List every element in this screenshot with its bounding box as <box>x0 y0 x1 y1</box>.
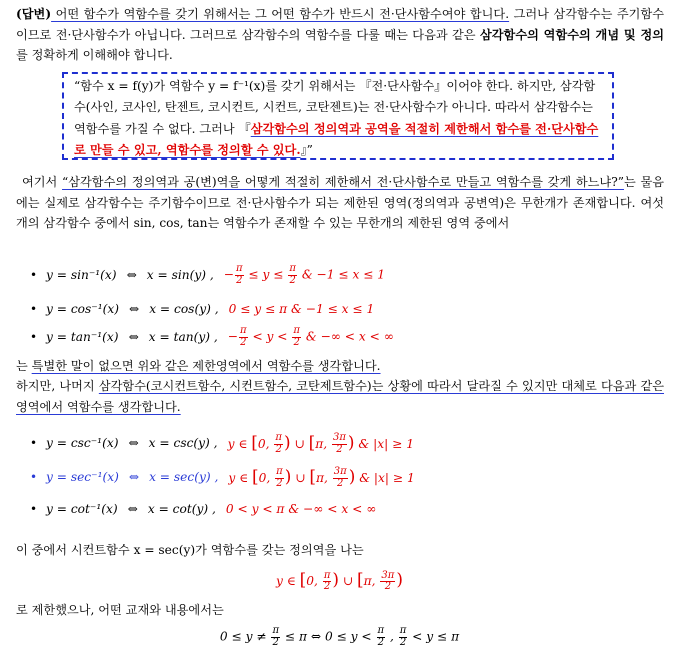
inverse-cosine-rhs: x = cos(y) , <box>149 301 219 316</box>
inverse-tangent-rhs: x = tan(y) , <box>148 329 218 344</box>
bullet-dot: • <box>30 301 38 316</box>
secant-domain-paragraph <box>16 540 664 561</box>
other-underlined: 삼각함수(코시컨트함수, 시컨트함수, 코탄제트함수)는 상황에 따라서 달라질 수 있지만 대체로 다음과 같은 영역에서 역함수를 생각합니다. <box>16 379 664 414</box>
intro-bold-text: 삼각함수의 역함수의 개념 및 정의 <box>480 27 664 42</box>
bullet-dot: • <box>30 329 38 344</box>
inverse-secant-lhs: y = sec⁻¹(x) <box>46 469 119 484</box>
quote-text: “함수 x = f(y)가 역함수 y = f⁻¹(x)를 갖기 위해서는 『전·단사함수』이어야 한다. 하지만, 삼각함수(사인, 코사인, 탄젠트, 코시컨트, 시컨트, 코탄젠트)는 전·단사함수가 아니다. 따라서 삼각함수는 역함수를 가질 수 없다. 그러나 『 <box>74 79 596 136</box>
bullet-dot: • <box>30 501 38 516</box>
inverse-sine-domain: − $\frac{\pi}{2}$ ≤ y ≤ $\frac{\pi}{2}$ & −1 ≤ x ≤ 1 <box>223 263 386 286</box>
inverse-cosecant-rhs: x = csc(y) , <box>148 435 218 450</box>
inverse-cotangent-domain: 0 < y < π & −∞ < x < ∞ <box>225 501 377 516</box>
question-underlined: “삼각함수의 정의역과 공(변)역을 어떻게 적절히 제한해서 전·단사함수로 만들고 역함수를 갖게 하느냐?” <box>62 175 624 189</box>
intro-text-underlined: 어떤 함수가 역함수를 갖기 위해서는 그 어떤 함수가 반드시 전·단사함수여야 합니다. <box>51 7 510 21</box>
answer-label: (답변) <box>16 7 52 21</box>
question-paragraph <box>16 172 664 234</box>
intro-paragraph <box>16 4 664 66</box>
inverse-sine-item <box>30 264 385 286</box>
inverse-cosine-item <box>30 298 374 320</box>
inverse-sine-lhs: y = sin⁻¹(x) <box>46 267 117 282</box>
inverse-cosine-lhs: y = cos⁻¹(x) <box>46 301 119 316</box>
iff-symbol: ⇔ <box>128 469 140 484</box>
inverse-cotangent-item <box>30 498 376 520</box>
inverse-tangent-domain: − $\frac{\pi}{2}$ < y < $\frac{\pi}{2}$ & −∞ < x < ∞ <box>227 325 394 348</box>
inverse-cosecant-domain: y ∈ [0, $\frac{\pi}{2}$ ) ∪ [π, $\frac{3\pi}{2}$ ) & |x| ≥ 1 <box>227 432 414 455</box>
other-lead: 하지만, 나머지 <box>16 379 99 393</box>
inverse-cosecant-item <box>30 432 414 454</box>
quote-highlight: 삼각함수의 정의역과 공역을 적절히 제한해서 함수를 전·단사함수로 만들 수 있고, 역함수를 정의할 수 있다. <box>74 121 599 158</box>
inverse-cotangent-rhs: x = cot(y) , <box>147 501 216 516</box>
other-functions-paragraph <box>16 376 664 417</box>
inverse-secant-domain: y ∈ [0, $\frac{\pi}{2}$ ) ∪ [π, $\frac{3\pi}{2}$ ) & |x| ≥ 1 <box>228 466 415 489</box>
inverse-secant-item <box>30 466 415 488</box>
alternative-domain-equation: 0 ≤ y ≠ $\frac{\pi}{2}$ ≤ π ⇔ 0 ≤ y < $\frac{\pi}{2}$ , $\frac{\pi}{2}$ < y ≤ π <box>219 625 460 648</box>
iff-symbol: ⇔ <box>128 329 139 344</box>
alternative-text: 로 제한했으나, 어떤 교재와 내용에서는 <box>16 603 224 617</box>
quote-text-end: 』” <box>300 143 313 158</box>
alternative-domain-paragraph <box>16 600 664 621</box>
secant-domain-equation: y ∈ [0, $\frac{\pi}{2}$ ) ∪ [π, $\frac{3\pi}{2}$ ) <box>276 569 403 592</box>
bullet-dot: • <box>30 469 38 484</box>
intro-text: 그러나 삼각함수는 주기함수이므로 전·단사함수가 아닙니다. 그러므로 삼각함수의 역함수를 다룰 때는 다음과 같은 <box>16 7 664 42</box>
inverse-cosine-domain: 0 ≤ y ≤ π & −1 ≤ x ≤ 1 <box>228 301 375 316</box>
secant-text: 이 중에서 시컨트함수 x = sec(y)가 역함수를 갖는 정의역을 나는 <box>16 543 364 557</box>
inverse-sine-rhs: x = sin(y) , <box>146 267 214 282</box>
definition-quote-box <box>62 72 614 160</box>
iff-symbol: ⇔ <box>128 301 140 316</box>
inverse-cotangent-lhs: y = cot⁻¹(x) <box>46 501 118 516</box>
inverse-tangent-item <box>30 326 394 348</box>
default-domain-note <box>16 356 664 377</box>
inverse-cosecant-lhs: y = csc⁻¹(x) <box>46 435 119 450</box>
note-underlined: 특별한 말이 없으면 위와 같은 제한영역에서 역함수를 생각합니다. <box>31 359 381 373</box>
inverse-secant-rhs: x = sec(y) , <box>149 469 219 484</box>
bullet-dot: • <box>30 435 38 450</box>
note-lead: 는 <box>16 359 32 373</box>
intro-text-end: 를 정확하게 이해해야 합니다. <box>16 48 173 63</box>
inverse-tangent-lhs: y = tan⁻¹(x) <box>46 329 119 344</box>
question-text: 는 물음에는 실제로 삼각함수는 주기함수이므로 전·단사함수가 되는 제한된 영역(정의역과 공변역)은 무한개가 존재합니다. 여섯 개의 삼각함수 중에서 sin, cos, tan는 역함수가 존재할 수 있는 무한개의 제한된 영역 중에서 <box>16 175 664 231</box>
iff-symbol: ⇔ <box>127 501 138 516</box>
iff-symbol: ⇔ <box>128 435 139 450</box>
bullet-dot: • <box>30 267 38 282</box>
iff-symbol: ⇔ <box>126 267 137 282</box>
question-lead: 여기서 <box>22 175 63 189</box>
